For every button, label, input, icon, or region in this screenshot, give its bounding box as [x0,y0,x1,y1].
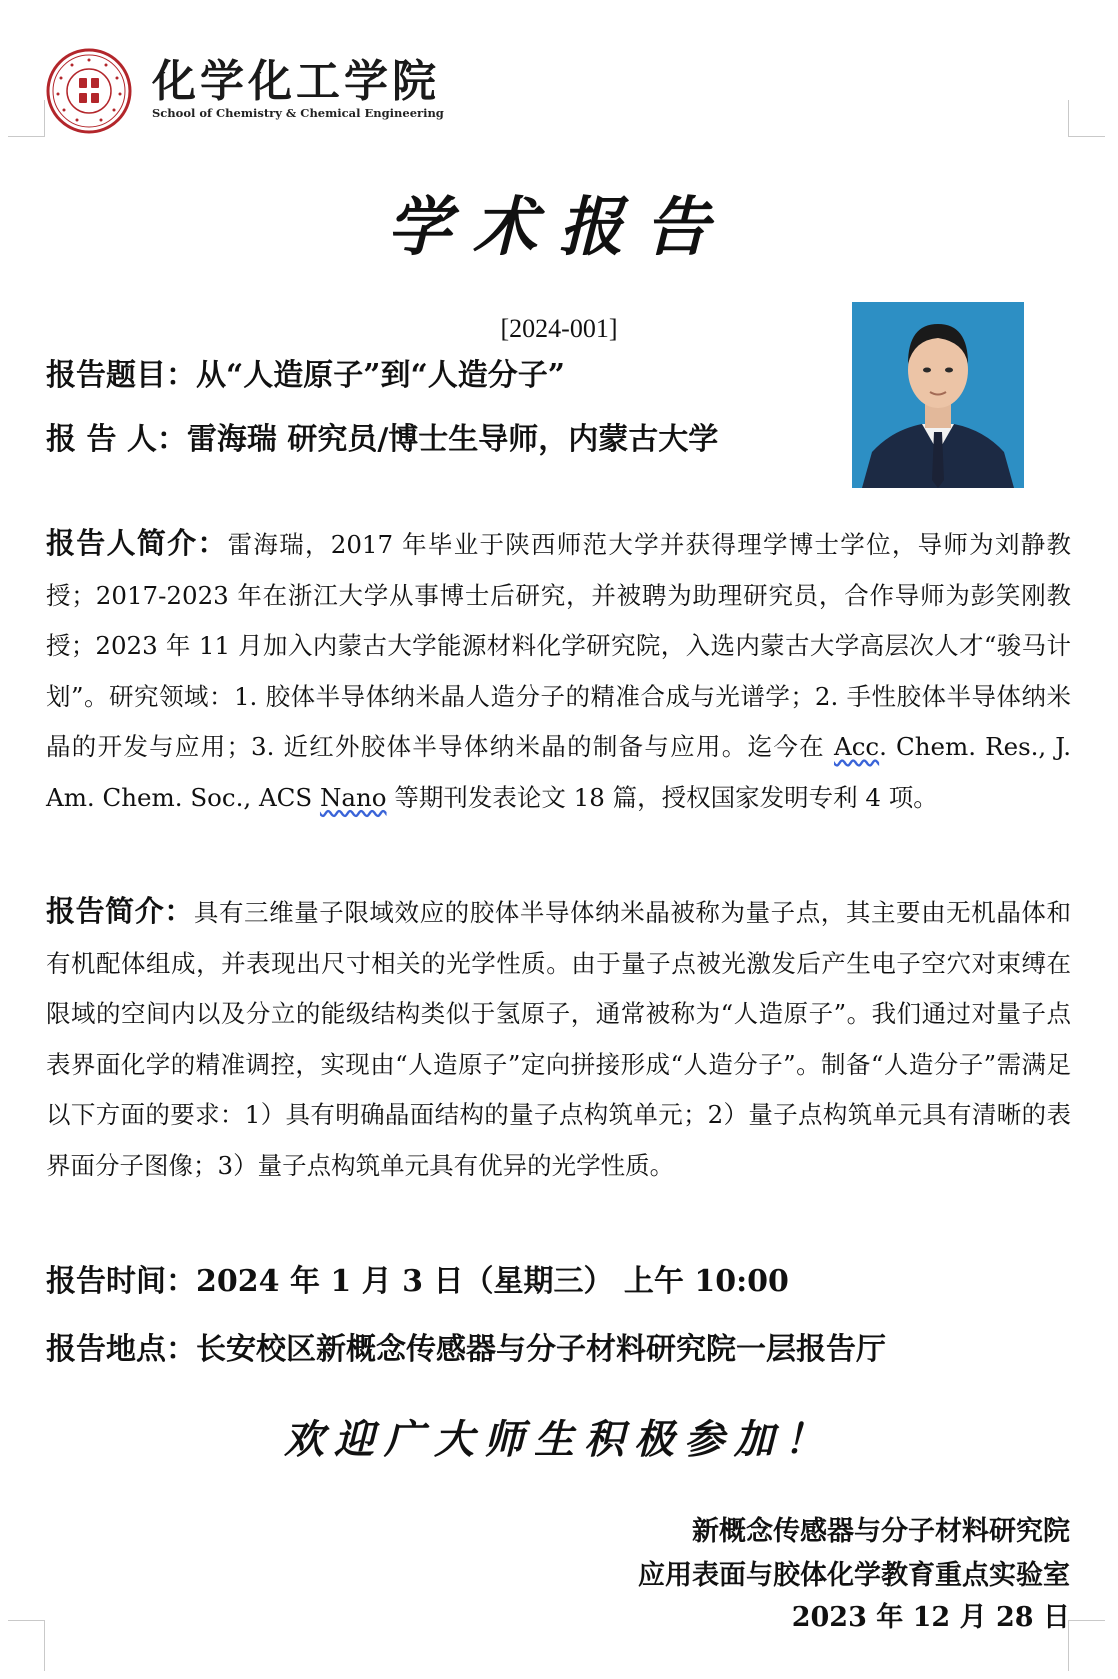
report-time-value: 2024 年 1 月 3 日（星期三） 上午 10:00 [196,1264,789,1299]
school-name-cn: 化学化工学院 [152,56,440,107]
report-abstract-text: 具有三维量子限域效应的胶体半导体纳米晶被称为量子点，其主要由无机晶体和有机配体组成，并表现出尺寸相关的光学性质。由于量子点被光激发后产生电子空穴对束缚在限域的空间内以及分立的能级结构类似于氢原子，通常被称为“人造原子”。我们通过对量子点表界面化学的精准调控，实现由“人造原子”定向拼接形成“人造分子”。制备“人造分子”需满足以下方面的要求：1）具有明确晶面结构的量子点构筑单元；2）量子点构筑单元具有清晰的表界面分子图像；3）量子点构筑单元具有优异的光学性质。 [46,898,1071,1180]
crop-mark-bottom-left [8,1620,45,1671]
signature-org-2: 应用表面与胶体化学教育重点实验室 [638,1560,1070,1591]
report-title-label: 报告题目： [46,358,196,393]
report-abstract-label: 报告简介： [46,894,194,928]
speaker-bio-text-3: 等期刊发表论文 18 篇，授权国家发明专利 4 项。 [386,782,938,812]
report-time-line [46,1262,789,1302]
speaker-bio-text-2: . Chem. Res., J. Am. Chem. Soc., ACS [46,732,1071,812]
report-title-value: 从“人造原子”到“人造分子” [196,358,566,393]
crop-mark-top-left [8,100,45,137]
report-venue-label: 报告地点： [46,1332,196,1367]
report-code: [2024-001] [500,314,618,343]
speaker-bio-text-1: 雷海瑞，2017 年毕业于陕西师范大学并获得理学博士学位，导师为刘静教授；2017-2023 年在浙江大学从事博士后研究，并被聘为助理研究员，合作导师为彭笑刚教授；2023 年 11 月加入内蒙古大学能源材料化学研究院，入选内蒙古大学高层次人才“骏马计划”。研究领域：1. 胶体半导体纳米晶人造分子的精准合成与光谱学；2. 手性胶体半导体纳米晶的开发与应用；3. 近红外胶体半导体纳米晶的制备与应用。迄今在 [46,530,1071,761]
report-venue-value: 长安校区新概念传感器与分子材料研究院一层报告厅 [196,1332,886,1367]
report-title-line [46,356,565,396]
crop-mark-bottom-right [1068,1620,1105,1671]
speaker-photo [852,302,1024,488]
speaker-bio-label: 报告人简介： [46,526,228,560]
crop-mark-top-right [1068,100,1105,137]
speaker-bio [46,518,1071,823]
signature-date: 2023 年 12 月 28 日 [791,1602,1070,1633]
speaker-bio-journal-1: Acc [834,732,880,761]
report-time-label: 报告时间： [46,1264,196,1299]
report-abstract [46,886,1071,1191]
page-title: 学术报告 [387,190,731,265]
speaker-value: 雷海瑞 研究员/博士生导师，内蒙古大学 [186,422,719,457]
speaker-line [46,420,718,460]
welcome-message: 欢迎广大师生积极参加！ [284,1416,834,1463]
school-seal-icon [46,48,132,134]
signature-org-1: 新概念传感器与分子材料研究院 [692,1516,1070,1547]
speaker-bio-journal-2: Nano [319,782,387,812]
school-name-en: School of Chemistry & Chemical Engineering [152,106,444,120]
report-venue-line [46,1330,886,1370]
speaker-label: 报 告 人： [46,422,187,457]
